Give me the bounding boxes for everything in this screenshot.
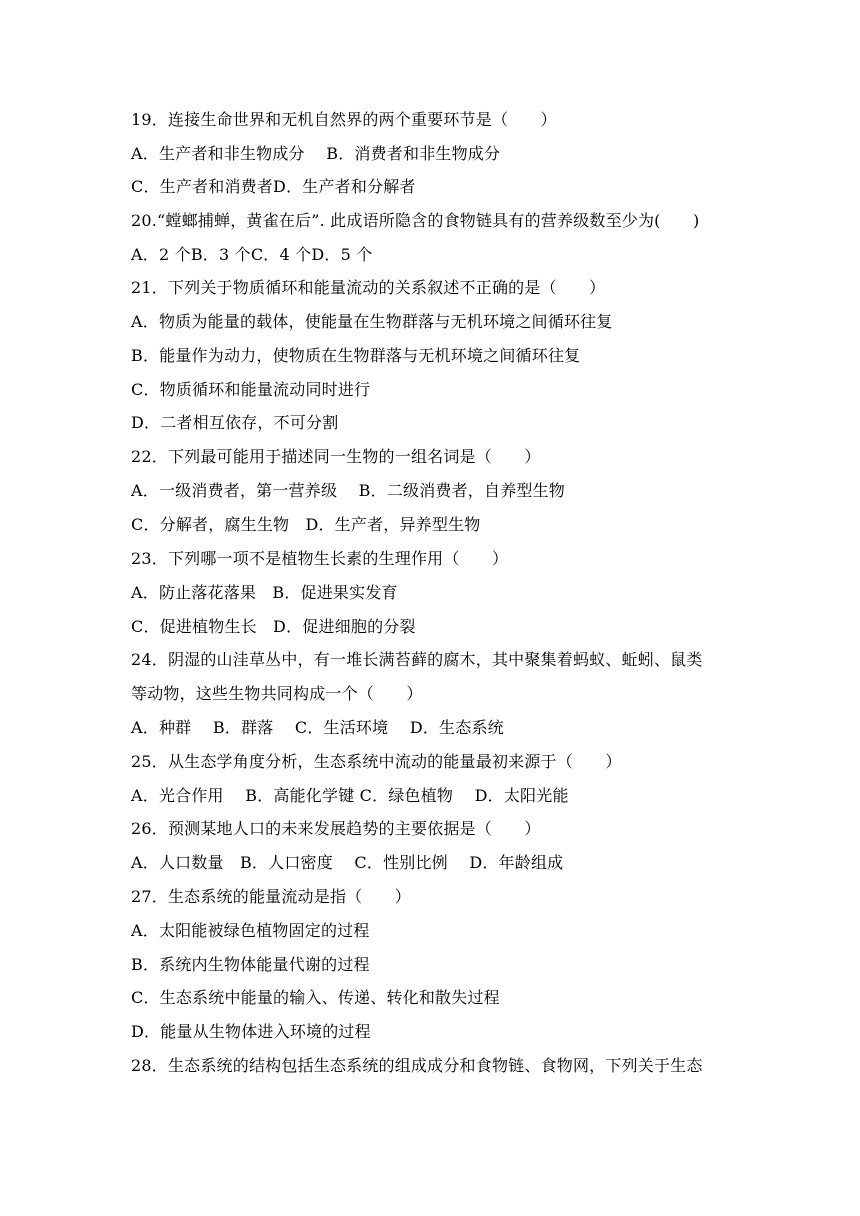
question-21-option-c: C．物质循环和能量流动同时进行 bbox=[131, 380, 371, 399]
question-21: 21．下列关于物质循环和能量流动的关系叙述不正确的是（ ） bbox=[131, 278, 606, 297]
question-26-options: A．人口数量 B．人口密度 C．性别比例 D．年龄组成 bbox=[131, 853, 564, 872]
question-27-option-d: D．能量从生物体进入环境的过程 bbox=[131, 1022, 371, 1041]
question-24: 24．阴湿的山洼草丛中，有一堆长满苔藓的腐木，其中聚集着蚂蚁、蚯蚓、鼠类 bbox=[131, 650, 703, 669]
question-19-option-cd: C．生产者和消费者D．生产者和分解者 bbox=[131, 177, 416, 196]
question-25: 25．从生态学角度分析，生态系统中流动的能量最初来源于（ ） bbox=[131, 752, 622, 771]
question-22-option-ab: A．一级消费者，第一营养级 B．二级消费者，自养型生物 bbox=[131, 481, 565, 500]
question-23-option-cd: C．促进植物生长 D．促进细胞的分裂 bbox=[131, 617, 416, 636]
question-24-continued: 等动物，这些生物共同构成一个（ ） bbox=[131, 684, 423, 703]
question-27-option-b: B．系统内生物体能量代谢的过程 bbox=[131, 955, 370, 974]
question-19: 19．连接生命世界和无机自然界的两个重要环节是（ ） bbox=[131, 110, 557, 129]
question-27-option-a: A．太阳能被绿色植物固定的过程 bbox=[131, 921, 370, 940]
question-19-option-ab: A．生产者和非生物成分 B．消费者和非生物成分 bbox=[131, 144, 501, 163]
question-25-options: A．光合作用 B．高能化学键 C．绿色植物 D．太阳光能 bbox=[131, 786, 569, 805]
question-20-options: A．2 个B．3 个C．4 个D．5 个 bbox=[131, 245, 373, 264]
question-26: 26．预测某地人口的未来发展趋势的主要依据是（ ） bbox=[131, 819, 541, 838]
question-21-option-d: D．二者相互依存，不可分割 bbox=[131, 413, 339, 432]
question-27: 27．生态系统的能量流动是指（ ） bbox=[131, 887, 411, 906]
question-21-option-a: A．物质为能量的载体，使能量在生物群落与无机环境之间循环往复 bbox=[131, 312, 613, 331]
question-21-option-b: B．能量作为动力，使物质在生物群落与无机环境之间循环往复 bbox=[131, 346, 581, 365]
question-24-options: A．种群 B．群落 C．生活环境 D．生态系统 bbox=[131, 718, 504, 737]
question-28: 28．生态系统的结构包括生态系统的组成成分和食物链、食物网，下列关于生态 bbox=[131, 1056, 703, 1075]
question-27-option-c: C．生态系统中能量的输入、传递、转化和散失过程 bbox=[131, 988, 500, 1007]
question-23: 23．下列哪一项不是植物生长素的生理作用（ ） bbox=[131, 549, 509, 568]
question-23-option-ab: A．防止落花落果 B．促进果实发育 bbox=[131, 583, 398, 602]
question-20: 20.“螳螂捕蝉，黄雀在后”. 此成语所隐含的食物链具有的营养级数至少为( ) bbox=[131, 211, 700, 230]
question-22-option-cd: C．分解者，腐生生物 D．生产者，异养型生物 bbox=[131, 515, 481, 534]
question-22: 22．下列最可能用于描述同一生物的一组名词是（ ） bbox=[131, 447, 541, 466]
